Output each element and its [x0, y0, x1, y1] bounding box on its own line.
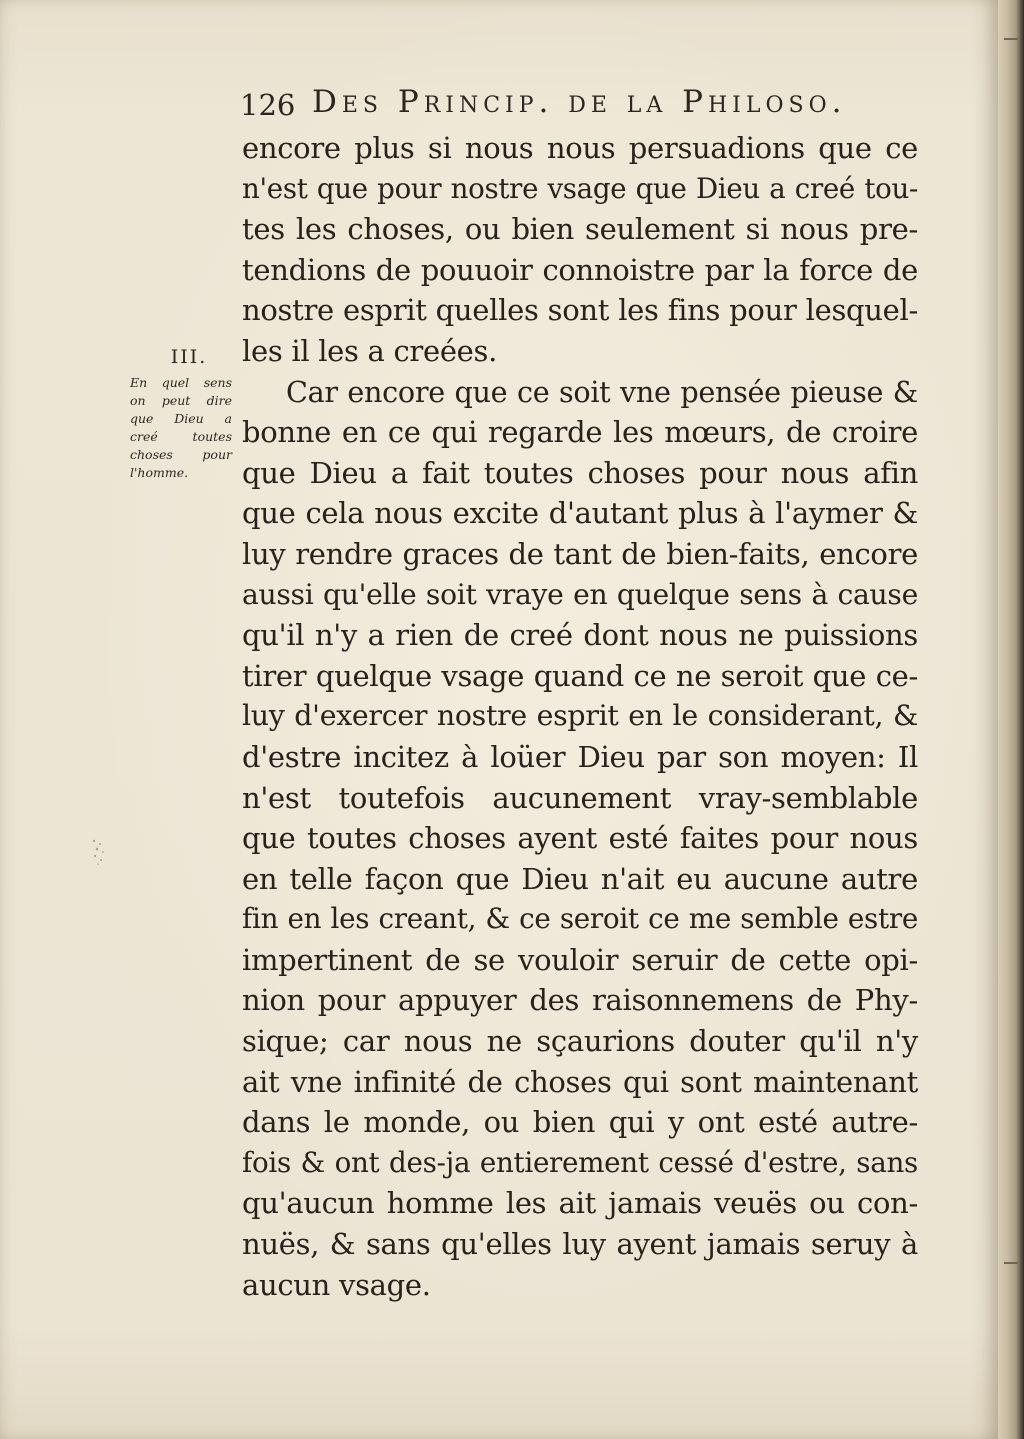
running-title: Des Princip. de la Philoso.	[312, 84, 847, 120]
text-line: encore plus si nous nous persuadions que ce	[242, 131, 918, 165]
text-line: fin en les creant, & ce seroit ce me semble estre	[242, 902, 918, 936]
margin-note	[124, 346, 236, 482]
page-header	[232, 84, 932, 128]
text-line: nion pour appuyer des raisonnemens de Phy-	[242, 983, 918, 1018]
edge-mark	[1004, 1262, 1018, 1264]
text-line: que Dieu a fait toutes choses pour nous afin	[242, 455, 918, 490]
margin-note-line: creé toutes	[130, 429, 232, 444]
margin-note-line: que Dieu a	[130, 411, 232, 426]
margin-note-line: En quel sens	[130, 375, 232, 390]
edge-mark	[1004, 38, 1018, 40]
text-line: qu'aucun homme les ait jamais veuës ou con-	[242, 1186, 918, 1221]
text-line: qu'il n'y a rien de creé dont nous ne puissions	[242, 618, 918, 653]
text-line: tirer quelque vsage quand ce ne seroit que ce-	[242, 658, 918, 693]
text-line: dans le monde, ou bien qui y ont esté autre-	[242, 1105, 918, 1140]
text-line: luy rendre graces de tant de bien-faits, encore	[242, 536, 918, 571]
text-line: luy d'exercer nostre esprit en le considerant, &	[242, 699, 918, 733]
text-line: aussi qu'elle soit vraye en quelque sens à cause	[242, 577, 918, 611]
text-line: ait vne infinité de choses qui sont maintenant	[242, 1064, 918, 1099]
margin-note-line: l'homme.	[130, 465, 189, 480]
text-line: d'estre incitez à loüer Dieu par son moyen: Il	[242, 739, 918, 774]
text-line: bonne en ce qui regarde les mœurs, de croire	[242, 415, 918, 450]
text-line: sique; car nous ne sçaurions douter qu'il n'y	[242, 1024, 918, 1059]
text-line: n'est que pour nostre vsage que Dieu a creé tou-	[242, 171, 918, 205]
margin-note-number: III.	[170, 346, 208, 368]
ink-smudge	[88, 836, 110, 868]
text-line: nuës, & sans qu'elles luy ayent jamais seruy à	[242, 1227, 918, 1262]
page-edge	[998, 0, 1024, 1439]
text-line: aucun vsage.	[242, 1267, 431, 1302]
text-line: les il les a creées.	[242, 333, 498, 368]
text-line: que cela nous excite d'autant plus à l'aymer &	[242, 496, 918, 531]
text-line: nostre esprit quelles sont les fins pour lesquel-	[242, 293, 918, 328]
text-line: tendions de pouuoir connoistre par la force de	[242, 252, 918, 287]
text-line: n'est toutefois aucunement vray-semblable	[242, 780, 918, 815]
text-line: en telle façon que Dieu n'ait eu aucune autre	[242, 861, 918, 896]
text-line: impertinent de se vouloir seruir de cette opi-	[242, 942, 918, 977]
text-line: tes les choses, ou bien seulement si nous pre-	[242, 212, 918, 247]
text-line: que toutes choses ayent esté faites pour nous	[242, 821, 918, 856]
margin-note-line: on peut dire	[130, 393, 232, 408]
text-line: Car encore que ce soit vne pensée pieuse &	[286, 374, 918, 409]
text-line: fois & ont des-ja entierement cessé d'estre, sans	[242, 1145, 918, 1179]
margin-note-line: choses pour	[130, 447, 232, 462]
body-text	[242, 128, 918, 1305]
page-number: 126	[240, 88, 296, 122]
